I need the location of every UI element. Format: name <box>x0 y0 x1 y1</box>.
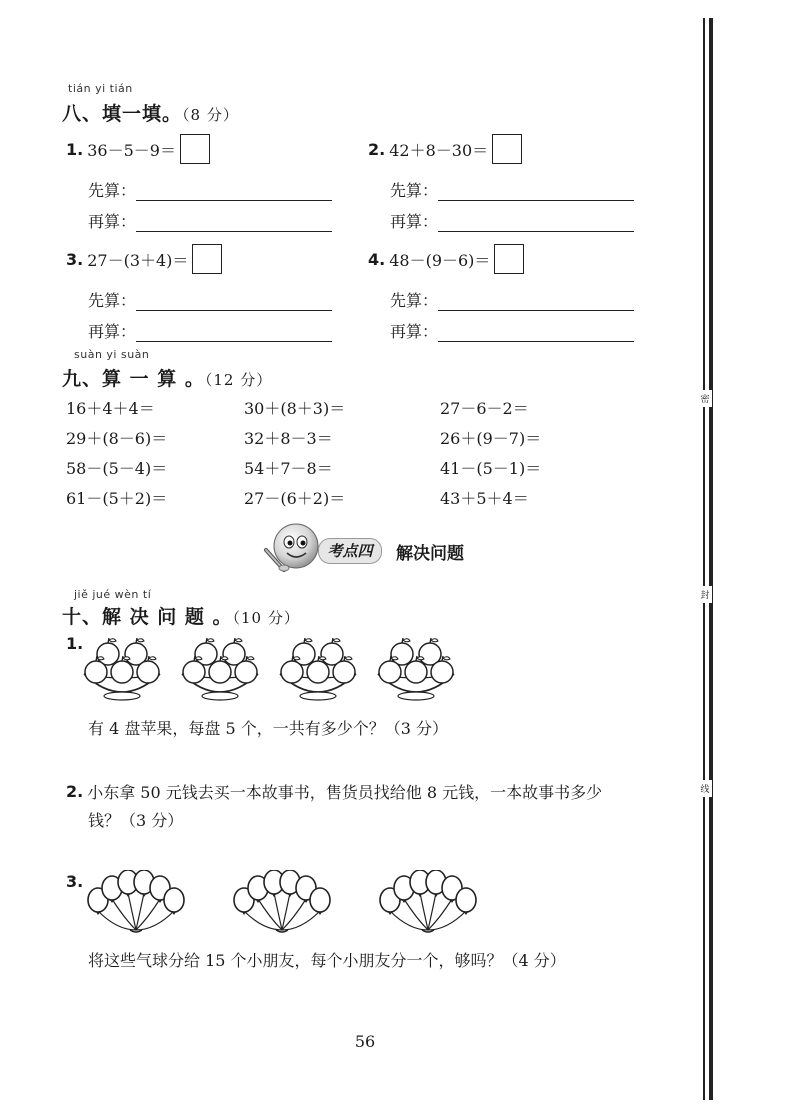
apple-icon <box>195 638 217 665</box>
answer-box[interactable] <box>180 134 210 164</box>
answer-line[interactable] <box>136 327 332 342</box>
page-number: 56 <box>354 1032 376 1051</box>
section10-title-text: 十、解 决 问 题 。 <box>62 606 233 628</box>
section9-score: （12 分） <box>204 371 273 389</box>
step-first-1 <box>88 178 332 201</box>
balloon-bunch-icon <box>234 870 330 932</box>
apple-icon <box>391 638 413 665</box>
answer-box[interactable] <box>492 134 522 164</box>
calc-item: 29＋(8－6)＝ <box>66 429 168 448</box>
apple-icon <box>125 638 147 665</box>
margin-char-xian: 线 <box>698 780 712 797</box>
apple-plates-illustration <box>82 632 482 704</box>
section10-score: （10 分） <box>232 609 300 627</box>
apple-plate-icon <box>84 638 160 700</box>
question-number: 1. <box>66 634 84 653</box>
calc-item: 61－(5＋2)＝ <box>66 489 168 508</box>
balloon-bunch-icon <box>380 870 476 932</box>
fill-problem-3 <box>66 244 222 274</box>
step-label: 再算： <box>390 212 439 231</box>
question-2 <box>66 780 602 803</box>
margin-char-mi: 密 <box>698 390 712 407</box>
problem-number: 2. <box>368 139 386 159</box>
section8-pinyin: tián yi tián <box>68 82 133 95</box>
balloon-bunch-icon <box>88 870 184 932</box>
question-number: 2. <box>66 782 84 801</box>
answer-line[interactable] <box>438 217 634 232</box>
step-then-1 <box>88 209 332 232</box>
topic-badge-text: 考点四 <box>327 542 373 560</box>
calc-item: 43＋5＋4＝ <box>440 489 529 508</box>
section9-title-text: 九、算 一 算 。 <box>62 368 205 390</box>
topic-title: 解决问题 <box>396 544 464 564</box>
apple-icon <box>223 638 245 665</box>
question-2-line2: 钱？（3 分） <box>88 811 184 830</box>
calc-item: 27－(6＋2)＝ <box>244 489 346 508</box>
fill-problem-2 <box>368 134 522 164</box>
answer-line[interactable] <box>438 327 634 342</box>
section10-title <box>62 602 300 629</box>
step-label: 再算： <box>88 212 137 231</box>
calc-item: 54＋7－8＝ <box>244 459 333 478</box>
step-then-4 <box>390 319 634 342</box>
step-label: 再算： <box>390 322 439 341</box>
section9-title <box>62 364 272 391</box>
answer-line[interactable] <box>136 296 332 311</box>
apple-plate-icon <box>378 638 454 700</box>
apple-icon <box>419 638 441 665</box>
calc-item: 27－6－2＝ <box>440 399 529 418</box>
apple-icon <box>97 638 119 665</box>
step-first-4 <box>390 288 634 311</box>
step-label: 先算： <box>88 181 137 200</box>
answer-line[interactable] <box>438 186 634 201</box>
step-first-3 <box>88 288 332 311</box>
question-1-text: 有 4 盘苹果，每盘 5 个，一共有多少个？（3 分） <box>88 719 448 738</box>
section8-title-text: 八、填一填。 <box>62 103 183 125</box>
section10-pinyin: jiě jué wèn tí <box>74 588 152 601</box>
step-label: 先算： <box>390 291 439 310</box>
apple-icon <box>321 638 343 665</box>
step-label: 再算： <box>88 322 137 341</box>
seal-line-inner <box>703 18 705 1100</box>
section8-score: （8 分） <box>182 106 239 124</box>
apple-icon <box>293 638 315 665</box>
calc-item: 32＋8－3＝ <box>244 429 333 448</box>
margin-char-feng: 封 <box>698 586 712 603</box>
answer-line[interactable] <box>136 217 332 232</box>
question-number: 3. <box>66 872 84 891</box>
answer-box[interactable] <box>192 244 222 274</box>
calc-item: 41－(5－1)＝ <box>440 459 542 478</box>
section8-title <box>62 99 239 126</box>
calc-item: 58－(5－4)＝ <box>66 459 168 478</box>
seal-line-outer <box>709 18 713 1100</box>
fill-problem-4 <box>368 244 524 274</box>
topic-badge <box>318 538 382 564</box>
balloons-illustration <box>84 870 524 936</box>
answer-line[interactable] <box>438 296 634 311</box>
calc-item: 26＋(9－7)＝ <box>440 429 542 448</box>
answer-box[interactable] <box>494 244 524 274</box>
problem-expression: 48－(9－6)＝ <box>389 250 491 270</box>
section9-pinyin: suàn yi suàn <box>74 348 150 361</box>
problem-expression: 42＋8－30＝ <box>389 140 489 160</box>
question-3-text: 将这些气球分给 15 个小朋友，每个小朋友分一个，够吗？（4 分） <box>88 951 566 970</box>
fill-problem-1 <box>66 134 210 164</box>
problem-number: 1. <box>66 139 84 159</box>
answer-line[interactable] <box>136 186 332 201</box>
calc-item: 30＋(8＋3)＝ <box>244 399 346 418</box>
calc-item: 16＋4＋4＝ <box>66 399 155 418</box>
apple-plate-icon <box>280 638 356 700</box>
step-first-2 <box>390 178 634 201</box>
step-then-2 <box>390 209 634 232</box>
step-then-3 <box>88 319 332 342</box>
problem-expression: 36－5－9＝ <box>87 140 176 160</box>
step-label: 先算： <box>390 181 439 200</box>
problem-number: 3. <box>66 249 84 269</box>
problem-number: 4. <box>368 249 386 269</box>
question-2-line1: 小东拿 50 元钱去买一本故事书，售货员找给他 8 元钱，一本故事书多少 <box>87 783 603 802</box>
apple-plate-icon <box>182 638 258 700</box>
problem-expression: 27－(3＋4)＝ <box>87 250 189 270</box>
step-label: 先算： <box>88 291 137 310</box>
